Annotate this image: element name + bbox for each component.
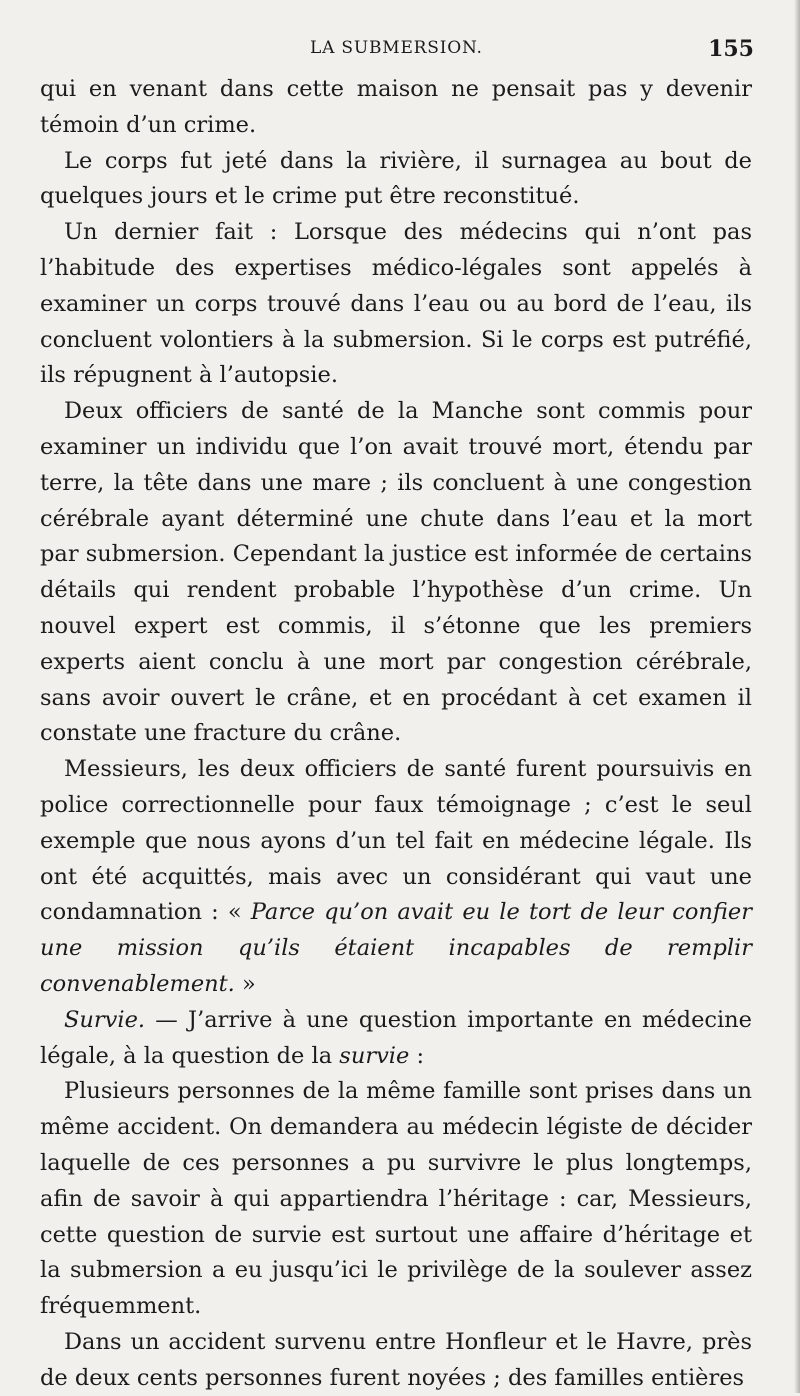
paragraph bbox=[40, 752, 752, 1003]
paragraph-text: — J’arrive à une question importante en médecine légale, à la question de la bbox=[40, 1006, 752, 1069]
quote-close: » bbox=[234, 970, 256, 997]
running-title: LA SUBMERSION. bbox=[310, 38, 483, 58]
section-heading: Survie. bbox=[64, 1006, 146, 1033]
paragraph: Dans un accident survenu entre Honfleur et le Havre, près de deux cents personnes furent noyées ; des familles entières bbox=[40, 1328, 752, 1391]
paragraph: Deux officiers de santé de la Manche sont commis pour examiner un individu que l’on avait trouvé mort, étendu par terre, la tête dans une mare ; ils concluent à une congestion cérébrale ayant déterminé une chute dans l’eau et la mort par submersion. Cependant la justice est informée de certains détails qui rendent probable l’hypothèse d’un crime. Un nouvel expert est commis, il s’étonne que les premiers experts aient conclu à une mort par congestion cérébrale, sans avoir ouvert le crâne, et en procédant à cet examen il constate une fracture du crâne. bbox=[40, 398, 752, 747]
paragraph-text: Messieurs, les deux officiers de santé furent poursuivis en police correctionnelle pour faux témoignage ; c’est le seul exemple que nous ayons d’un tel fait en médecine légale. Ils ont été acquittés, mais avec un considérant qui vaut une condamnation : « bbox=[40, 756, 752, 926]
paragraph: Plusieurs personnes de la même famille sont prises dans un même accident. On demandera au médecin légiste de décider laquelle de ces personnes a pu survivre le plus longtemps, afin de savoir à qui appartiendra l’héritage : car, Messieurs, cette question de survie est surtout une affaire d’héritage et la submersion a eu jusqu’ici le privilège de la soulever assez fréquemment. bbox=[40, 1078, 752, 1320]
paragraph-end: : bbox=[409, 1042, 425, 1069]
page-number: 155 bbox=[708, 36, 754, 62]
paragraph-continued: qui en venant dans cette maison ne pensait pas y devenir témoin d’un crime. bbox=[40, 76, 752, 138]
paragraph bbox=[40, 1003, 752, 1075]
paragraph: Le corps fut jeté dans la rivière, il surnagea au bout de quelques jours et le crime put être reconstitué. bbox=[40, 147, 752, 210]
page-edge-shadow bbox=[794, 0, 800, 1393]
body-text bbox=[40, 72, 752, 1396]
emphasized-term: survie bbox=[339, 1042, 410, 1069]
paragraph: Un dernier fait : Lorsque des médecins qui n’ont pas l’habitude des expertises médico-légales sont appelés à examiner un corps trouvé dans l’eau ou au bord de l’eau, ils concluent volontiers à la submersion. Si le corps est putréfié, ils répugnent à l’autopsie. bbox=[40, 219, 752, 389]
quotation: Parce qu’on avait eu le tort de leur confier une mission qu’ils étaient incapables de remplir convenablement. bbox=[40, 899, 752, 997]
page-header bbox=[0, 36, 800, 66]
